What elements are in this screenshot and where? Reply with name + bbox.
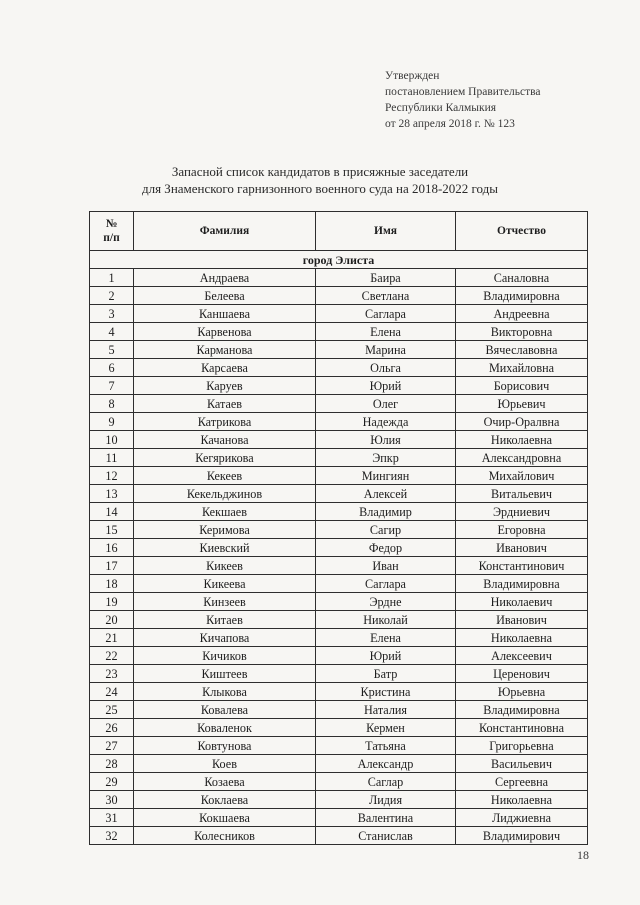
cell-first-name: Марина — [316, 341, 456, 359]
table-row — [90, 575, 588, 593]
cell-last-name: Киштеев — [134, 665, 316, 683]
cell-patronymic: Владимировна — [456, 575, 588, 593]
cell-last-name: Кичиков — [134, 647, 316, 665]
header-first-name: Имя — [316, 212, 456, 251]
cell-first-name: Мингиян — [316, 467, 456, 485]
cell-last-name: Клыкова — [134, 683, 316, 701]
cell-number: 4 — [90, 323, 134, 341]
table-row — [90, 557, 588, 575]
cell-patronymic: Саналовна — [456, 269, 588, 287]
cell-patronymic: Николаевна — [456, 431, 588, 449]
cell-number: 29 — [90, 773, 134, 791]
cell-patronymic: Николаевич — [456, 593, 588, 611]
cell-last-name: Кикеева — [134, 575, 316, 593]
cell-first-name: Саглара — [316, 575, 456, 593]
cell-last-name: Киевский — [134, 539, 316, 557]
cell-last-name: Козаева — [134, 773, 316, 791]
cell-number: 6 — [90, 359, 134, 377]
table-row — [90, 431, 588, 449]
approval-line-resolution: постановлением Правительства — [385, 86, 541, 98]
table-row — [90, 593, 588, 611]
cell-number: 25 — [90, 701, 134, 719]
cell-first-name: Наталия — [316, 701, 456, 719]
cell-number: 28 — [90, 755, 134, 773]
table-row — [90, 791, 588, 809]
table-row — [90, 377, 588, 395]
table-row — [90, 611, 588, 629]
cell-first-name: Алексей — [316, 485, 456, 503]
cell-first-name: Олег — [316, 395, 456, 413]
cell-last-name: Каншаева — [134, 305, 316, 323]
cell-last-name: Кинзеев — [134, 593, 316, 611]
cell-last-name: Коваленок — [134, 719, 316, 737]
cell-patronymic: Очир-Оралвна — [456, 413, 588, 431]
table-row — [90, 485, 588, 503]
cell-first-name: Елена — [316, 323, 456, 341]
cell-first-name: Валентина — [316, 809, 456, 827]
cell-number: 3 — [90, 305, 134, 323]
cell-last-name: Кекеев — [134, 467, 316, 485]
cell-first-name: Сагир — [316, 521, 456, 539]
jurors-table — [89, 211, 588, 845]
cell-patronymic: Васильевич — [456, 755, 588, 773]
cell-first-name: Елена — [316, 629, 456, 647]
table-row — [90, 755, 588, 773]
table-row — [90, 449, 588, 467]
section-city: город Элиста — [90, 251, 588, 269]
cell-number: 24 — [90, 683, 134, 701]
cell-number: 17 — [90, 557, 134, 575]
table-row — [90, 341, 588, 359]
cell-first-name: Лидия — [316, 791, 456, 809]
table-row — [90, 665, 588, 683]
cell-last-name: Коев — [134, 755, 316, 773]
cell-first-name: Саглар — [316, 773, 456, 791]
cell-last-name: Кекшаев — [134, 503, 316, 521]
cell-last-name: Кекельджинов — [134, 485, 316, 503]
cell-last-name: Колесников — [134, 827, 316, 845]
table-row — [90, 683, 588, 701]
approval-line-approved: Утвержден — [385, 70, 440, 82]
table-row — [90, 359, 588, 377]
cell-first-name: Татьяна — [316, 737, 456, 755]
cell-patronymic: Александровна — [456, 449, 588, 467]
cell-patronymic: Николаевна — [456, 791, 588, 809]
approval-line-republic: Республики Калмыкия — [385, 102, 497, 114]
cell-number: 16 — [90, 539, 134, 557]
table-row — [90, 413, 588, 431]
cell-first-name: Юлия — [316, 431, 456, 449]
approval-block — [385, 68, 541, 132]
cell-number: 30 — [90, 791, 134, 809]
cell-last-name: Качанова — [134, 431, 316, 449]
table-row — [90, 269, 588, 287]
approval-line-date: от 28 апреля 2018 г. № 123 — [385, 118, 515, 130]
cell-last-name: Карвенова — [134, 323, 316, 341]
cell-last-name: Кокшаева — [134, 809, 316, 827]
cell-last-name: Катаев — [134, 395, 316, 413]
table-row — [90, 809, 588, 827]
cell-last-name: Катрикова — [134, 413, 316, 431]
cell-last-name: Кикеев — [134, 557, 316, 575]
table-row — [90, 539, 588, 557]
cell-patronymic: Лиджиевна — [456, 809, 588, 827]
cell-number: 2 — [90, 287, 134, 305]
cell-first-name: Станислав — [316, 827, 456, 845]
cell-first-name: Юрий — [316, 377, 456, 395]
cell-number: 26 — [90, 719, 134, 737]
cell-patronymic: Иванович — [456, 611, 588, 629]
header-number — [90, 212, 134, 251]
cell-number: 18 — [90, 575, 134, 593]
cell-first-name: Надежда — [316, 413, 456, 431]
table-row — [90, 395, 588, 413]
cell-number: 12 — [90, 467, 134, 485]
cell-first-name: Саглара — [316, 305, 456, 323]
table-row — [90, 719, 588, 737]
cell-first-name: Ольга — [316, 359, 456, 377]
title-line-2: для Знаменского гарнизонного военного суда на 2018-2022 годы — [141, 181, 499, 196]
cell-last-name: Ковтунова — [134, 737, 316, 755]
cell-patronymic: Алексеевич — [456, 647, 588, 665]
cell-number: 19 — [90, 593, 134, 611]
cell-patronymic: Викторовна — [456, 323, 588, 341]
cell-number: 5 — [90, 341, 134, 359]
cell-patronymic: Владимировна — [456, 287, 588, 305]
table-row — [90, 827, 588, 845]
cell-number: 14 — [90, 503, 134, 521]
cell-first-name: Кристина — [316, 683, 456, 701]
cell-number: 27 — [90, 737, 134, 755]
cell-patronymic: Владимировна — [456, 701, 588, 719]
cell-patronymic: Церенович — [456, 665, 588, 683]
header-number-abbr: п/п — [103, 232, 120, 244]
cell-patronymic: Борисович — [456, 377, 588, 395]
cell-patronymic: Константинович — [456, 557, 588, 575]
cell-number: 21 — [90, 629, 134, 647]
cell-number: 7 — [90, 377, 134, 395]
cell-last-name: Кегярикова — [134, 449, 316, 467]
cell-patronymic: Андреевна — [456, 305, 588, 323]
table-row — [90, 701, 588, 719]
cell-first-name: Эпкр — [316, 449, 456, 467]
cell-first-name: Федор — [316, 539, 456, 557]
cell-first-name: Баира — [316, 269, 456, 287]
cell-first-name: Кермен — [316, 719, 456, 737]
cell-number: 11 — [90, 449, 134, 467]
cell-number: 8 — [90, 395, 134, 413]
cell-patronymic: Эрдниевич — [456, 503, 588, 521]
table-header-row — [90, 212, 588, 251]
cell-number: 23 — [90, 665, 134, 683]
cell-number: 13 — [90, 485, 134, 503]
cell-last-name: Ковалева — [134, 701, 316, 719]
header-last-name: Фамилия — [134, 212, 316, 251]
cell-last-name: Белеева — [134, 287, 316, 305]
cell-number: 10 — [90, 431, 134, 449]
cell-number: 31 — [90, 809, 134, 827]
cell-last-name: Карманова — [134, 341, 316, 359]
table-row — [90, 287, 588, 305]
cell-patronymic: Константиновна — [456, 719, 588, 737]
title-line-1: Запасной список кандидатов в присяжные заседатели — [171, 164, 469, 179]
cell-last-name: Керимова — [134, 521, 316, 539]
cell-first-name: Батр — [316, 665, 456, 683]
cell-patronymic: Сергеевна — [456, 773, 588, 791]
cell-patronymic: Егоровна — [456, 521, 588, 539]
document-title — [0, 163, 640, 197]
cell-first-name: Александр — [316, 755, 456, 773]
cell-number: 32 — [90, 827, 134, 845]
cell-patronymic: Николаевна — [456, 629, 588, 647]
cell-last-name: Кичапова — [134, 629, 316, 647]
cell-patronymic: Юрьевна — [456, 683, 588, 701]
table-row — [90, 323, 588, 341]
cell-first-name: Эрдне — [316, 593, 456, 611]
table-row — [90, 773, 588, 791]
cell-first-name: Владимир — [316, 503, 456, 521]
cell-number: 22 — [90, 647, 134, 665]
cell-last-name: Китаев — [134, 611, 316, 629]
header-patronymic: Отчество — [456, 212, 588, 251]
cell-last-name: Карсаева — [134, 359, 316, 377]
cell-number: 20 — [90, 611, 134, 629]
cell-first-name: Юрий — [316, 647, 456, 665]
cell-patronymic: Вячеславовна — [456, 341, 588, 359]
cell-patronymic: Михайлович — [456, 467, 588, 485]
cell-first-name: Светлана — [316, 287, 456, 305]
page-number: 18 — [577, 848, 589, 862]
cell-number: 1 — [90, 269, 134, 287]
cell-number: 15 — [90, 521, 134, 539]
table-row — [90, 503, 588, 521]
cell-patronymic: Михайловна — [456, 359, 588, 377]
section-row — [90, 251, 588, 269]
cell-patronymic: Владимирович — [456, 827, 588, 845]
table-row — [90, 467, 588, 485]
cell-last-name: Коклаева — [134, 791, 316, 809]
cell-patronymic: Витальевич — [456, 485, 588, 503]
cell-number: 9 — [90, 413, 134, 431]
cell-patronymic: Григорьевна — [456, 737, 588, 755]
table-row — [90, 521, 588, 539]
header-number-sign: № — [105, 218, 118, 230]
table-row — [90, 737, 588, 755]
table-row — [90, 305, 588, 323]
cell-first-name: Иван — [316, 557, 456, 575]
cell-last-name: Каруев — [134, 377, 316, 395]
cell-patronymic: Юрьевич — [456, 395, 588, 413]
table-row — [90, 647, 588, 665]
cell-patronymic: Иванович — [456, 539, 588, 557]
cell-last-name: Андраева — [134, 269, 316, 287]
table-row — [90, 629, 588, 647]
cell-first-name: Николай — [316, 611, 456, 629]
